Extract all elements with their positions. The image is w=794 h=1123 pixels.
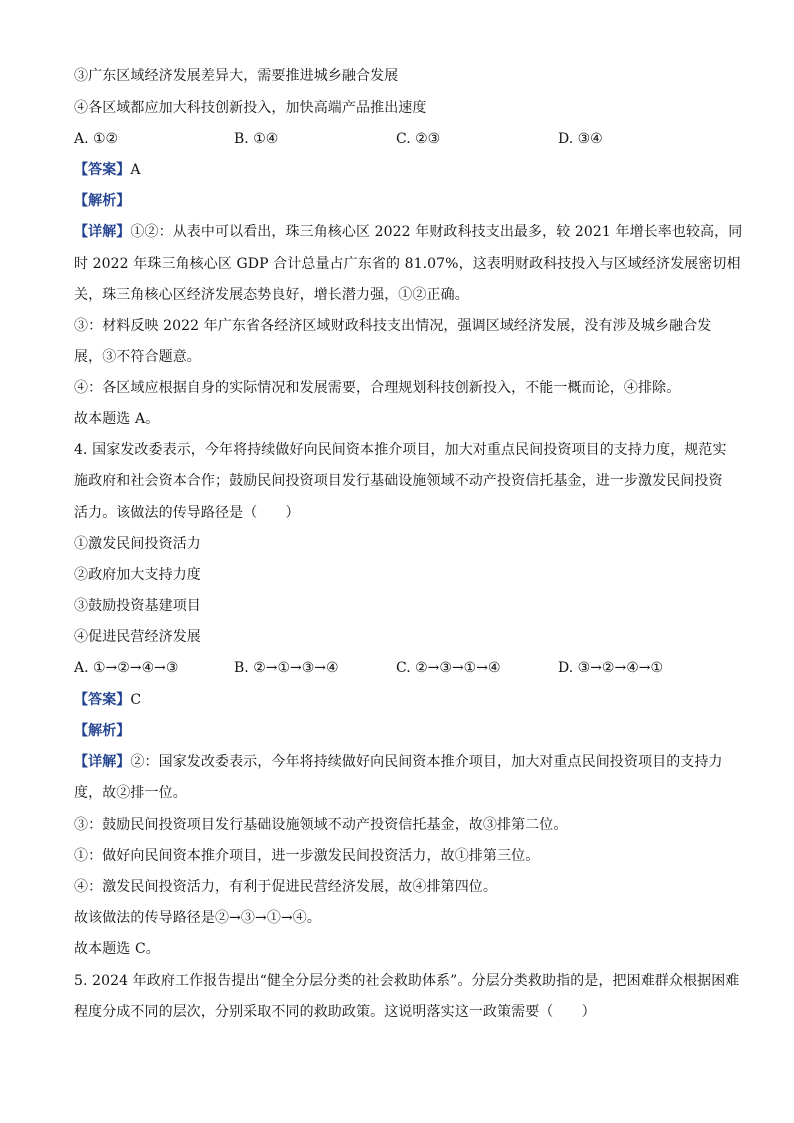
q4-options: [74, 658, 734, 678]
answer-tag: 【答案】: [74, 162, 131, 178]
q4-detail-line: 度，故②排一位。: [74, 785, 187, 801]
prev-q-analysis-tag: [74, 191, 130, 211]
analysis-tag: 【解析】: [74, 723, 131, 739]
q4-option-d: D. ③→②→④→①: [558, 660, 664, 676]
q4-item-1: ①激发民间投资活力: [74, 536, 201, 552]
q4-option-a: A. ①→②→④→③: [74, 660, 179, 676]
prev-q-detail-line: 时 2022 年珠三角核心区 GDP 合计总量占广东省的 81.07%，这表明财政科技投入与区域经济发展密切相: [74, 256, 741, 272]
q4-stem-line: 4. 国家发改委表示，今年将持续做好向民间资本推介项目，加大对重点民间投资项目的支持力度，规范实: [74, 442, 727, 458]
prev-q-detail-line: [74, 222, 742, 242]
prev-q-detail-line: 关，珠三角核心区经济发展态势良好，增长潜力强，①②正确。: [74, 287, 469, 303]
q4-stem-line: 活力。该做法的传导路径是（ ）: [74, 505, 300, 521]
q4-detail-line: ④：激发民间投资活力，有利于促进民营经济发展，故④排第四位。: [74, 879, 497, 895]
q4-item-2: ②政府加大支持力度: [74, 567, 201, 583]
prev-q-item-3: ③广东区域经济发展差异大，需要推进城乡融合发展: [74, 68, 399, 84]
prev-q-option-b: B. ①④: [234, 131, 279, 147]
q5-stem-line: 5. 2024 年政府工作报告提出“健全分层分类的社会救助体系”。分层分类救助指的是，把困难群众根据困难: [74, 973, 740, 989]
prev-q-option-c: C. ②③: [396, 131, 441, 147]
prev-q-options: [74, 129, 734, 149]
detail-tag: 【详解】: [74, 224, 131, 240]
detail-text: ②：国家发改委表示，今年将持续做好向民间资本推介项目，加大对重点民间投资项目的支持力: [130, 754, 723, 770]
prev-q-option-a: A. ①②: [74, 131, 119, 147]
prev-q-detail-line: ③：材料反映 2022 年广东省各经济区域财政科技支出情况，强调区域经济发展，没有涉及城乡融合发: [74, 318, 712, 334]
analysis-tag: 【解析】: [74, 193, 131, 209]
prev-q-detail-line: ④：各区域应根据自身的实际情况和发展需要，合理规划科技创新投入，不能一概而论，④排除。: [74, 380, 681, 396]
q4-detail-line: ③：鼓励民间投资项目发行基础设施领域不动产投资信托基金，故③排第二位。: [74, 817, 568, 833]
detail-text: ①②：从表中可以看出，珠三角核心区 2022 年财政科技支出最多，较 2021 年增长率也较高，同: [130, 224, 743, 240]
answer-value: C: [130, 692, 142, 708]
q4-detail-line: 故该做法的传导路径是②→③→①→④。: [74, 910, 321, 926]
q4-option-b: B. ②→①→③→④: [234, 660, 339, 676]
answer-value: A: [130, 162, 141, 178]
q4-analysis-tag: [74, 721, 130, 741]
prev-q-option-d: D. ③④: [558, 131, 603, 147]
q4-item-3: ③鼓励投资基建项目: [74, 598, 201, 614]
prev-q-answer: [74, 160, 141, 180]
q4-detail-line: ①：做好向民间资本推介项目，进一步激发民间投资活力，故①排第三位。: [74, 848, 540, 864]
q4-item-4: ④促进民营经济发展: [74, 629, 201, 645]
answer-tag: 【答案】: [74, 692, 131, 708]
q4-answer: [74, 690, 141, 710]
prev-q-conclusion: 故本题选 A。: [74, 411, 160, 427]
prev-q-detail-line: 展，③不符合题意。: [74, 349, 201, 365]
q5-stem-line: 程度分成不同的层次，分别采取不同的救助政策。这说明落实这一政策需要（ ）: [74, 1004, 596, 1020]
q4-detail-line: [74, 752, 723, 772]
q4-option-c: C. ②→③→①→④: [396, 660, 501, 676]
prev-q-item-4: ④各区域都应加大科技创新投入，加快高端产品推出速度: [74, 100, 427, 116]
detail-tag: 【详解】: [74, 754, 131, 770]
q4-conclusion: 故本题选 C。: [74, 941, 160, 957]
q4-stem-line: 施政府和社会资本合作；鼓励民间投资项目发行基础设施领域不动产投资信托基金，进一步激发民间投资: [74, 473, 723, 489]
